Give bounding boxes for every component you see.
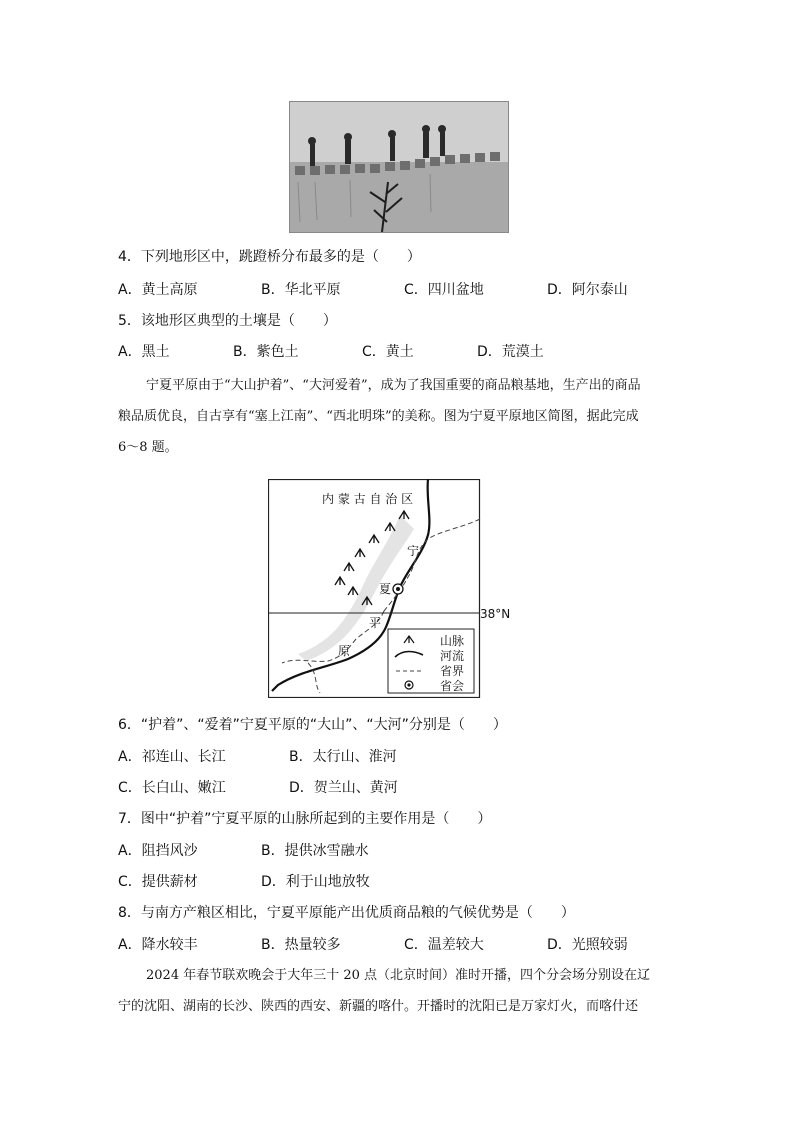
passage-ningxia-line-3: 6～8 题。: [118, 440, 178, 455]
passage-spring-gala: [118, 960, 680, 1022]
question-5-stem: 5．该地形区典型的土壤是（ ）: [118, 313, 337, 329]
latitude-label: 38°N: [480, 607, 511, 621]
q8-option-c[interactable]: C．温差较大: [404, 937, 484, 953]
q6-option-b[interactable]: B．太行山、淮河: [289, 749, 397, 765]
passage-ningxia-line-2: 粮品质优良，自古享有“塞上江南”、“西北明珠”的美称。图为宁夏平原地区简图，据此完成: [118, 409, 639, 424]
passage-ningxia-line-1: 宁夏平原由于“大山护着”、“大河爱着”，成为了我国重要的商品粮基地，生产出的商品: [146, 378, 641, 393]
q5-option-c[interactable]: C．黄土: [362, 344, 414, 360]
place-char-ning: 宁: [407, 544, 420, 558]
q5-option-d[interactable]: D．荒漠土: [477, 344, 544, 360]
region-label: 内 蒙 古 自 治 区: [322, 492, 414, 506]
q8-option-b[interactable]: B．热量较多: [261, 937, 341, 953]
question-4-stem: 4．下列地形区中，跳蹬桥分布最多的是（ ）: [118, 249, 421, 265]
q5-option-a[interactable]: A．黑土: [118, 344, 170, 360]
passage-spring-gala-line-1: 2024 年春节联欢晚会于大年三十 20 点（北京时间）准时开播，四个分会场分别设在辽: [146, 968, 651, 983]
q6-option-c[interactable]: C．长白山、嫩江: [118, 780, 226, 796]
question-6-stem: 6．“护着”、“爱着”宁夏平原的“大山”、“大河”分别是（ ）: [118, 717, 507, 733]
q7-option-c[interactable]: C．提供薪材: [118, 874, 198, 890]
q7-option-d[interactable]: D．利于山地放牧: [261, 874, 370, 890]
q8-option-a[interactable]: A．降水较丰: [118, 937, 198, 953]
question-7-stem: 7．图中“护着”宁夏平原的山脉所起到的主要作用是（ ）: [118, 811, 492, 827]
q7-option-b[interactable]: B．提供冰雪融水: [261, 843, 369, 859]
legend-capital-label: 省会: [440, 679, 465, 693]
q8-option-d[interactable]: D．光照较弱: [547, 937, 628, 953]
passage-ningxia: [118, 370, 680, 463]
legend-border-label: 省界: [440, 664, 465, 678]
q4-option-b[interactable]: B．华北平原: [261, 282, 341, 298]
place-char-yuan: 原: [338, 644, 351, 658]
q4-option-d[interactable]: D．阿尔泰山: [547, 282, 628, 298]
q4-option-a[interactable]: A．黄土高原: [118, 282, 198, 298]
passage-spring-gala-line-2: 宁的沈阳、湖南的长沙、陕西的西安、新疆的喀什。开播时的沈阳已是万家灯火，而喀什还: [118, 999, 639, 1014]
q6-option-a[interactable]: A．祁连山、长江: [118, 749, 226, 765]
question-8-stem: 8．与南方产粮区相比，宁夏平原能产出优质商品粮的气候优势是（ ）: [118, 905, 575, 921]
q7-option-a[interactable]: A．阻挡风沙: [118, 843, 198, 859]
place-char-ping: 平: [369, 616, 382, 630]
stepping-stone-bridge-photo: [289, 101, 509, 233]
legend-river-label: 河流: [440, 649, 465, 663]
q4-option-c[interactable]: C．四川盆地: [404, 282, 484, 298]
legend-mountain-label: 山脉: [440, 634, 465, 648]
q5-option-b[interactable]: B．紫色土: [233, 344, 299, 360]
ningxia-plain-map: [268, 479, 511, 698]
place-char-xia: 夏: [379, 582, 392, 596]
q6-option-d[interactable]: D．贺兰山、黄河: [289, 780, 398, 796]
